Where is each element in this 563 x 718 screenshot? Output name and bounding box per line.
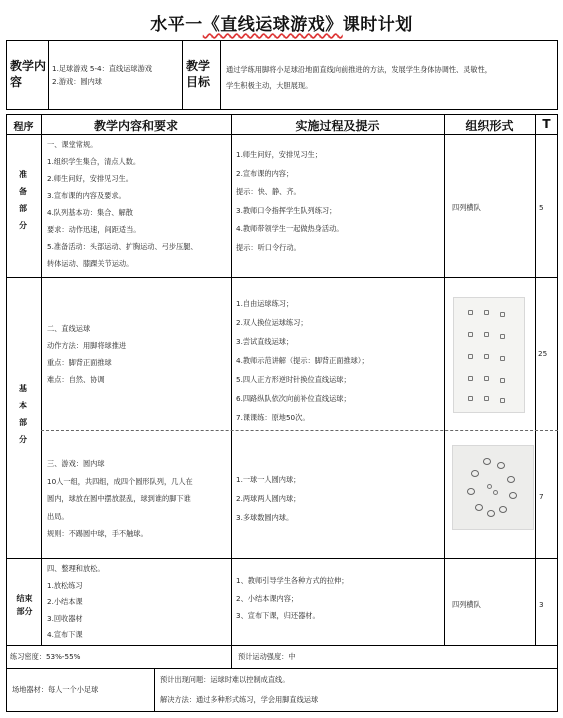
list-item: 10人一组，共四组，成四个圆形队列，几人在 xyxy=(47,476,193,486)
list-item: 转体运动、膝踝关节运动。 xyxy=(47,259,134,268)
list-item: 动作方法：用脚将球推进 xyxy=(47,341,127,350)
list-item: 5.准备活动：头部运动、扩胸运动、弓步压腿、 xyxy=(47,242,198,251)
list-item: 6.四路纵队依次向前补位直线运球； xyxy=(236,394,351,403)
basic-time-2: 7 xyxy=(539,492,544,501)
content-line: 1.足球游戏 5-4：直线运球游戏 xyxy=(52,64,152,73)
stage-prep: 准 备 部 分 xyxy=(19,170,27,230)
end-org: 四列横队 xyxy=(452,600,481,609)
list-item: 4.教师示范讲解（提示：脚背正面推球）； xyxy=(236,356,369,365)
list-item: 4.宣布下课 xyxy=(47,630,83,639)
list-item: 3、宣布下课，归还器材。 xyxy=(236,611,320,620)
list-item: 5.四人正方形逆时针换位直线运球； xyxy=(236,375,351,384)
col-stage: 程序 xyxy=(13,122,34,133)
expected-problem: 预计出现问题：运球时难以控制成直线。 xyxy=(160,675,290,684)
page-title: 水平一《直线运球游戏》课时计划 xyxy=(150,15,413,35)
prep-org: 四列横队 xyxy=(452,203,481,212)
prep-process xyxy=(236,146,442,257)
stage-basic: 基 本 部 分 xyxy=(19,384,27,444)
content-label: 教学内容 xyxy=(10,59,47,89)
end-content xyxy=(47,561,229,644)
content-summary xyxy=(52,62,180,88)
equipment: 场地器材：每人一个小足球 xyxy=(12,685,99,694)
list-item: 二、直线运球 xyxy=(47,324,91,333)
list-item: 3.宣布课的内容及要求。 xyxy=(47,191,126,200)
basic-process-1 xyxy=(236,294,442,427)
list-item: 出局。 xyxy=(47,511,69,521)
list-item: 1.放松练习 xyxy=(47,580,83,590)
list-item: 3.教师口令指挥学生队列练习； xyxy=(236,205,337,215)
list-item: 一、课堂常规。 xyxy=(47,140,98,149)
list-item: 提示：快、静、齐。 xyxy=(236,187,301,196)
list-item: 1.一球一人圆内球； xyxy=(236,475,301,484)
end-time: 3 xyxy=(539,600,544,609)
stage-end: 结束 部分 xyxy=(16,594,33,616)
list-item: 4.教师带领学生一起做热身活动。 xyxy=(236,224,344,233)
practice-density: 练习密度：53%-55% xyxy=(10,652,81,661)
list-item: 2、小结本课内容； xyxy=(236,593,299,603)
solution: 解决方法：通过多种形式练习，学会用脚直线运球 xyxy=(160,695,319,704)
prep-content xyxy=(47,136,229,272)
list-item: 1、教师引导学生各种方式的拉伸； xyxy=(236,576,349,585)
col-content: 教学内容和要求 xyxy=(93,119,178,133)
formation-image-circle xyxy=(452,445,534,530)
list-item: 2.师生问好，安排见习生。 xyxy=(47,174,133,183)
list-item: 要求：动作迅速，间距适当。 xyxy=(47,225,141,234)
list-item: 提示：听口令行动。 xyxy=(236,242,301,252)
list-item: 3.多球数圆内球。 xyxy=(236,513,294,522)
list-item: 难点：自然、协调 xyxy=(47,375,105,384)
end-process xyxy=(236,572,442,625)
list-item: 三、游戏：圆内球 xyxy=(47,459,105,468)
goal-line: 通过学练用脚将小足球沿地面直线向前推进的方法，发展学生身体协调性、灵敏性， xyxy=(226,65,492,74)
list-item: 7.课课练：原地50次。 xyxy=(236,413,310,422)
list-item: 重点：脚背正面推球 xyxy=(47,358,112,367)
basic-content-1 xyxy=(47,320,229,388)
list-item: 2.小结本课 xyxy=(47,597,83,606)
list-item: 四、整理和放松。 xyxy=(47,564,105,573)
list-item: 3.回收器材 xyxy=(47,613,83,623)
list-item: 规则：不踢圆中球，手不触球。 xyxy=(47,529,148,538)
col-time: T xyxy=(542,117,551,131)
list-item: 1.自由运球练习； xyxy=(236,299,294,308)
goal-line: 学生积极主动，大胆展现。 xyxy=(226,81,313,90)
list-item: 2.宣布课的内容； xyxy=(236,168,294,178)
exercise-intensity: 预计运动强度：中 xyxy=(238,652,296,661)
goal-label: 教学目标 xyxy=(186,59,211,89)
list-item: 圆内，球放在圆中摆放混乱，球到谁的脚下谁 xyxy=(47,494,191,503)
list-item: 2.双人换位运球练习； xyxy=(236,318,308,327)
list-item: 3.尝试直线运球； xyxy=(236,337,294,346)
list-item: 4.队列基本功：集合、解散 xyxy=(47,208,133,217)
list-item: 2.两球两人圆内球； xyxy=(236,494,301,503)
prep-time: 5 xyxy=(539,203,544,212)
formation-image-drill xyxy=(453,297,525,413)
basic-content-2 xyxy=(47,455,229,543)
content-line: 2.游戏：圆内球 xyxy=(52,77,102,86)
basic-time: 25 xyxy=(538,349,548,358)
col-process: 实施过程及提示 xyxy=(295,119,380,133)
col-org: 组织形式 xyxy=(465,119,514,133)
goal-text xyxy=(226,62,554,94)
basic-process-2 xyxy=(236,470,442,527)
list-item: 1.师生问好，安排见习生； xyxy=(236,150,322,159)
list-item: 1.组织学生集合，清点人数。 xyxy=(47,157,141,166)
